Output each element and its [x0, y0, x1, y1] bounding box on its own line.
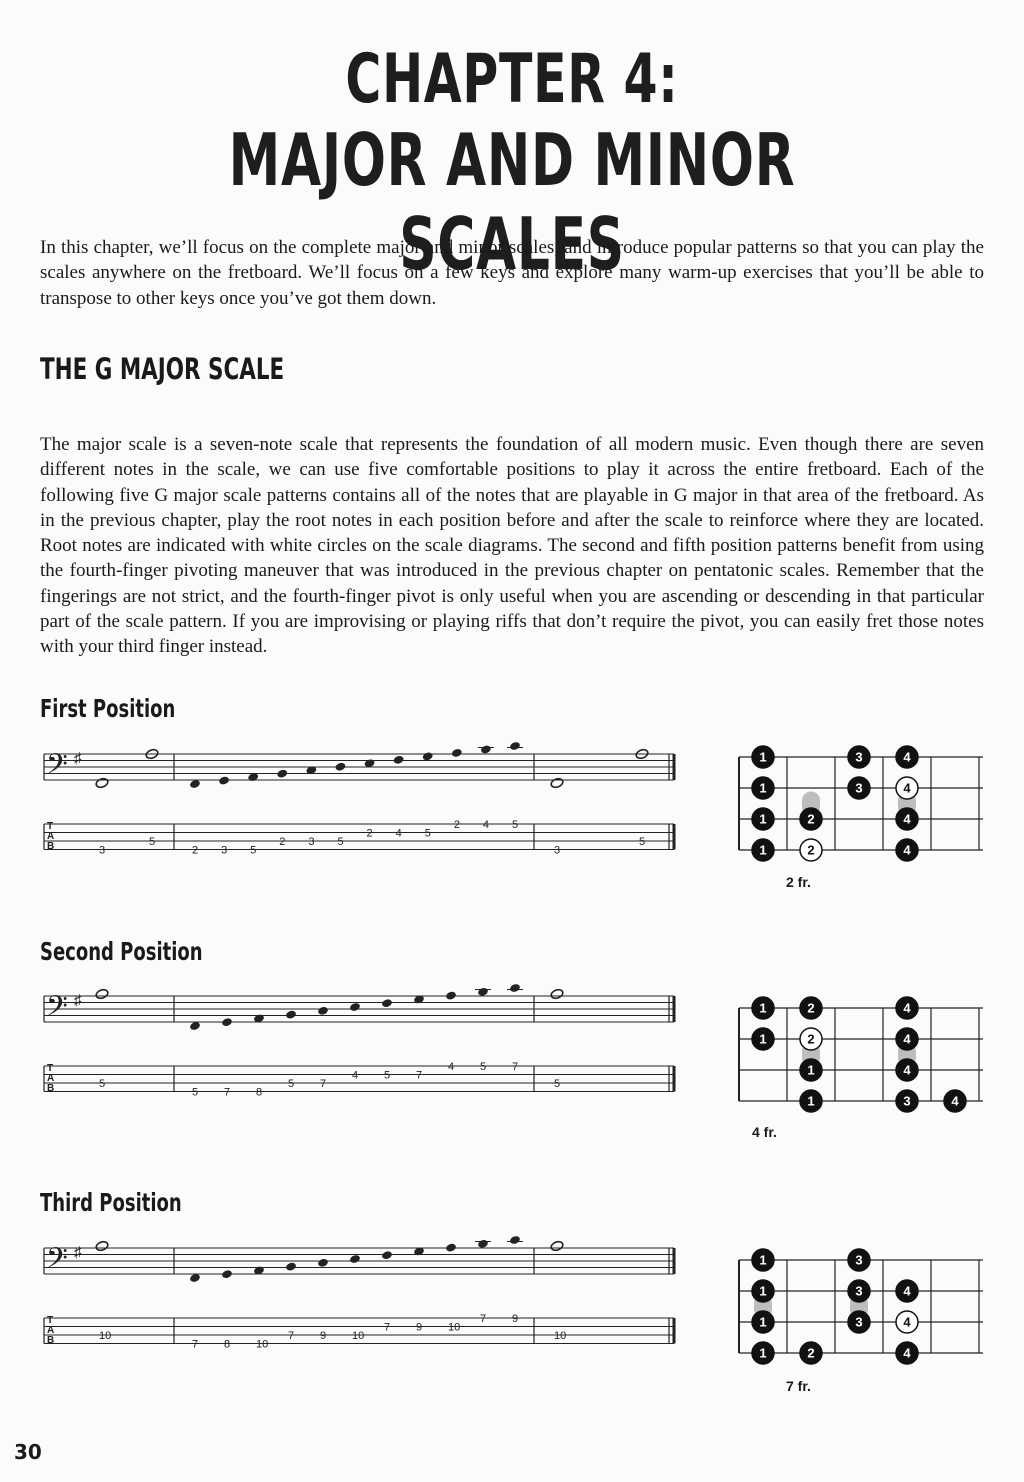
- finger-number: 3: [855, 780, 863, 796]
- finger-number: 1: [807, 1093, 815, 1109]
- scale-note: [451, 748, 463, 758]
- scale-note: [509, 741, 521, 751]
- whole-note: [95, 988, 109, 1000]
- tab-number: 7: [416, 1069, 423, 1082]
- tab-clef-letter: T: [47, 821, 54, 832]
- finger-number: 1: [759, 1031, 767, 1047]
- key-signature-sharp-icon: ♯: [74, 992, 82, 1009]
- section-title: THE G MAJOR SCALE: [40, 352, 285, 386]
- finger-number: 4: [903, 780, 911, 796]
- finger-number: 4: [903, 749, 911, 765]
- position-title-1: First Position: [40, 694, 176, 723]
- scale-note: [349, 1254, 361, 1264]
- tab-clef-letter: T: [47, 1063, 54, 1074]
- scale-note: [335, 762, 347, 772]
- finger-number: 1: [759, 842, 767, 858]
- finger-number: 4: [903, 811, 911, 827]
- tab-number: 10: [256, 1338, 269, 1351]
- tab-number: 5: [149, 836, 156, 848]
- scale-note: [381, 1250, 393, 1260]
- finger-number: 4: [903, 1062, 911, 1078]
- tab-number: 7: [512, 1061, 519, 1073]
- tab-number: 7: [320, 1078, 327, 1090]
- tab-number: 9: [416, 1321, 423, 1334]
- section-paragraph: The major scale is a seven-note scale that represents the foundation of all modern music. Even though there are seven different notes in the scale, we can use five comfortable positions to play it across the entire fretboard. Each of the following five G major scale patterns contains all of the notes that are playable in G major in that area of the fretboard. As in the previous chapter, play the root notes in each position before and after the scale to reinforce where they are located. Root notes are indicated with white circles on the scale diagrams. The second and fifth position patterns benefit from using the fourth-finger pivoting maneuver that was introduced in the previous chapter on pentatonic scales. Remember that the fingerings are not strict, and the fourth-finger pivot is only useful when you are ascending or descending in that particular part of the scale pattern. If you are improvising or playing riffs that don’t require the pivot, you can easily fret those notes with your third finger instead.: [40, 434, 984, 658]
- chapter-title: MAJOR AND MINOR SCALES: [228, 118, 796, 286]
- fret-label-3: 7 fr.: [786, 1378, 811, 1394]
- chapter-number: CHAPTER 4:: [345, 40, 679, 119]
- scale-note: [285, 1262, 297, 1272]
- scale-note: [393, 755, 405, 765]
- fretboard-diagram-1: [735, 742, 995, 892]
- tab-number: 5: [424, 827, 431, 840]
- key-signature-sharp-icon: ♯: [74, 1244, 82, 1261]
- finger-number: 1: [759, 749, 767, 765]
- whole-note: [95, 1240, 109, 1252]
- scale-note: [276, 769, 288, 779]
- tab-clef-letter: A: [47, 1073, 55, 1084]
- tab-number: 7: [480, 1313, 487, 1325]
- scale-note: [509, 983, 521, 993]
- whole-note: [550, 777, 564, 789]
- finger-number: 4: [903, 1345, 911, 1361]
- tab-number: 5: [554, 1078, 561, 1090]
- tab-number: 3: [308, 836, 315, 848]
- finger-number: 1: [759, 1345, 767, 1361]
- tab-number: 10: [448, 1321, 461, 1334]
- tab-number: 5: [288, 1078, 295, 1090]
- page-number: 30: [14, 1440, 42, 1464]
- scale-note: [221, 1269, 233, 1279]
- finger-number: 3: [855, 1314, 863, 1330]
- fret-label-1: 2 fr.: [786, 874, 811, 890]
- finger-number: 1: [759, 1283, 767, 1299]
- finger-number: 3: [903, 1093, 911, 1109]
- tab-clef-letter: T: [47, 1315, 54, 1326]
- tab-clef-letter: B: [47, 1083, 55, 1094]
- finger-number: 4: [951, 1093, 959, 1109]
- finger-number: 4: [903, 1000, 911, 1016]
- scale-note: [509, 1235, 521, 1245]
- finger-number: 1: [807, 1062, 815, 1078]
- scale-note: [317, 1006, 329, 1016]
- finger-number: 2: [807, 842, 815, 858]
- bass-clef-icon: 𝄢: [46, 991, 68, 1029]
- notation-staff-3: [44, 1232, 674, 1362]
- tab-number: 4: [395, 827, 402, 840]
- tab-number: 2: [279, 836, 286, 848]
- finger-number: 1: [759, 1000, 767, 1016]
- scale-note: [422, 751, 434, 761]
- finger-number: 2: [807, 1345, 815, 1361]
- scale-note: [445, 991, 457, 1001]
- tab-number: 3: [554, 844, 561, 857]
- finger-number: 3: [855, 1283, 863, 1299]
- tab-clef-letter: A: [47, 1325, 55, 1336]
- tab-clef-letter: A: [47, 831, 55, 842]
- notation-staff-2: [44, 980, 674, 1110]
- bass-clef-icon: 𝄢: [46, 749, 68, 787]
- scale-note: [285, 1010, 297, 1020]
- tab-number: 5: [384, 1069, 391, 1082]
- intro-paragraph: In this chapter, we’ll focus on the complete major and minor scales, and introduce popular patterns so that you can play the scales anywhere on the fretboard. We’ll focus on a few keys and explore many warm-up exercises that you’ll be able to transpose to other keys once you’ve got them down.: [40, 237, 984, 309]
- finger-number: 2: [807, 811, 815, 827]
- scale-note: [218, 775, 230, 785]
- finger-number: 4: [903, 1314, 911, 1330]
- finger-number: 1: [759, 1314, 767, 1330]
- tab-number: 9: [320, 1330, 327, 1342]
- position-title-3: Third Position: [40, 1188, 182, 1217]
- tab-number: 5: [512, 819, 519, 831]
- bass-clef-icon: 𝄢: [46, 1243, 68, 1281]
- tab-number: 10: [99, 1330, 112, 1342]
- fretboard-diagram-3: [735, 1245, 995, 1395]
- tab-number: 8: [224, 1338, 231, 1351]
- tab-number: 2: [366, 827, 373, 840]
- tab-number: 9: [512, 1313, 519, 1325]
- tab-number: 5: [192, 1086, 199, 1099]
- tab-number: 4: [482, 819, 490, 831]
- finger-number: 4: [903, 1283, 911, 1299]
- tab-number: 8: [256, 1086, 263, 1099]
- whole-note: [550, 988, 564, 1000]
- position-title-2: Second Position: [40, 937, 203, 966]
- tab-number: 10: [352, 1330, 365, 1342]
- notation-staff-1: [44, 738, 674, 868]
- finger-number: 1: [759, 811, 767, 827]
- tab-number: 2: [192, 844, 199, 857]
- finger-number: 1: [759, 1252, 767, 1268]
- tab-clef-letter: B: [47, 1335, 55, 1346]
- scale-note: [349, 1002, 361, 1012]
- tab-number: 3: [221, 844, 228, 857]
- finger-number: 2: [807, 1000, 815, 1016]
- fretboard-diagram-2: [735, 993, 995, 1143]
- scale-note: [477, 987, 489, 997]
- scale-note: [480, 744, 492, 754]
- tab-number: 4: [352, 1069, 359, 1082]
- tab-number: 5: [250, 844, 257, 857]
- scale-note: [445, 1243, 457, 1253]
- finger-number: 3: [855, 749, 863, 765]
- finger-number: 1: [759, 780, 767, 796]
- tab-clef-letter: B: [47, 841, 55, 852]
- finger-number: 4: [903, 1031, 911, 1047]
- scale-note: [477, 1239, 489, 1249]
- tab-number: 7: [288, 1330, 295, 1342]
- tab-number: 7: [224, 1086, 231, 1099]
- tab-number: 5: [639, 836, 646, 848]
- scale-note: [317, 1258, 329, 1268]
- tab-number: 7: [192, 1338, 199, 1351]
- tab-number: 4: [448, 1061, 455, 1073]
- fret-label-2: 4 fr.: [752, 1124, 777, 1140]
- tab-number: 5: [99, 1078, 106, 1090]
- whole-note: [550, 1240, 564, 1252]
- key-signature-sharp-icon: ♯: [74, 750, 82, 767]
- tab-number: 5: [480, 1061, 487, 1073]
- scale-note: [381, 998, 393, 1008]
- tab-number: 3: [99, 844, 106, 857]
- tab-number: 7: [384, 1321, 391, 1334]
- tab-number: 2: [453, 819, 460, 831]
- finger-number: 3: [855, 1252, 863, 1268]
- scale-note: [221, 1017, 233, 1027]
- finger-number: 4: [903, 842, 911, 858]
- tab-number: 10: [554, 1330, 567, 1342]
- finger-number: 2: [807, 1031, 815, 1047]
- tab-number: 5: [337, 836, 344, 848]
- whole-note: [95, 777, 109, 789]
